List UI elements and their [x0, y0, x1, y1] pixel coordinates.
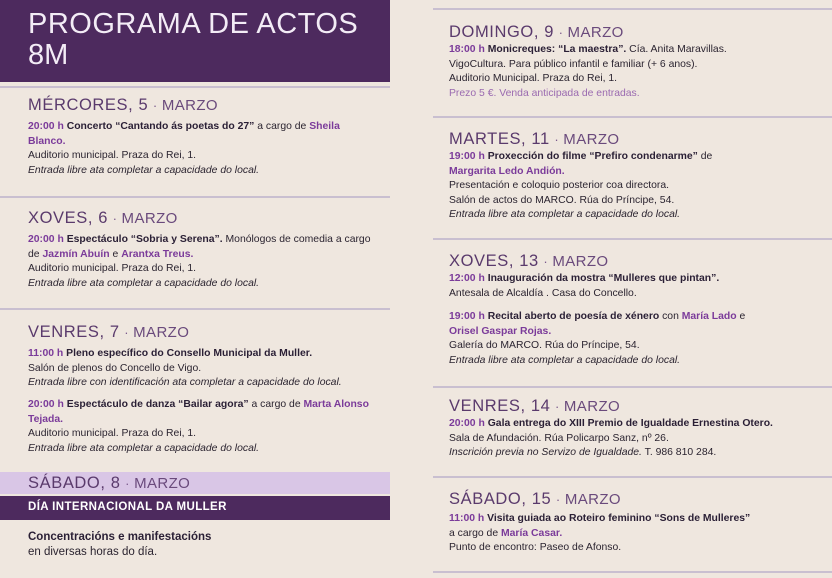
- event-text: Cía. Anita Maravillas.: [626, 44, 727, 55]
- event-place: Sala de Afundación. Rúa Policarpo Sanz, nº 26.: [449, 432, 669, 444]
- event-text: a cargo de: [254, 121, 310, 132]
- event-xoves-mostra: [449, 272, 829, 301]
- divider: [433, 238, 832, 240]
- program-header: [0, 0, 390, 82]
- event-title: Recital aberto de poesía de xénero: [487, 311, 660, 322]
- event-text: a cargo de: [248, 399, 304, 410]
- month-name: MARZO: [133, 324, 190, 341]
- event-text: e: [736, 311, 746, 322]
- day-heading-xoves-13: [449, 252, 608, 271]
- divider: [433, 571, 832, 573]
- event-note: Entrada libre ata completar a capacidade do local.: [28, 164, 260, 176]
- event-time: 11:00 h: [28, 348, 64, 359]
- event-note: Entrada libre ata completar a capacidade do local.: [449, 209, 681, 220]
- divider: [0, 86, 390, 88]
- event-phone: T. 986 810 284.: [641, 447, 717, 458]
- event-text: e: [109, 248, 122, 260]
- event-venres-gala: [449, 417, 829, 461]
- day-name: DOMINGO, 9: [449, 23, 555, 41]
- event-person: Orisel Gaspar Rojas.: [449, 325, 552, 337]
- event-title: Pleno específico do Consello Municipal da Muller.: [66, 348, 313, 359]
- event-person: Marta Alonso Tejada.: [28, 399, 369, 425]
- event-title: Gala entrega do XIII Premio de Igualdade Ernestina Otero.: [487, 418, 773, 429]
- event-domingo-monicreques: [449, 43, 829, 101]
- event-place: Punto de encontro: Paseo de Afonso.: [449, 542, 622, 553]
- event-text: de: [697, 151, 713, 162]
- event-title: Espectáculo de danza “Bailar agora”: [66, 399, 249, 410]
- event-text: a cargo de: [449, 527, 501, 539]
- page-subtitle: 8M: [28, 39, 69, 71]
- event-time: 20:00 h: [28, 399, 64, 410]
- event-person: Sheila Blanco.: [28, 121, 340, 147]
- event-title: Inauguración da mostra “Mulleres que pintan”.: [487, 273, 720, 284]
- event-time: 18:00 h: [449, 44, 485, 55]
- event-time: 19:00 h: [449, 151, 485, 162]
- month-name: MARZO: [564, 491, 621, 508]
- event-text: Presentación e coloquio posterior coa directora.: [449, 180, 670, 191]
- event-venres-pleno: [28, 347, 378, 391]
- event-martes-filme: [449, 150, 829, 223]
- day-name: XOVES, 6: [28, 209, 109, 227]
- day-heading-xoves-6: [28, 209, 178, 228]
- event-time: 12:00 h: [449, 273, 485, 284]
- womens-day-banner: [0, 496, 390, 520]
- event-note: Entrada libre ata completar a capacidade do local.: [449, 354, 681, 366]
- month-name: MARZO: [161, 97, 218, 114]
- event-title: Monicreques: “La maestra”.: [487, 44, 627, 55]
- day-name: XOVES, 13: [449, 252, 539, 270]
- day-name: SÁBADO, 8: [28, 474, 121, 492]
- event-place: Auditorio Municipal. Praza do Rei, 1.: [449, 73, 618, 84]
- event-note: Entrada libre con identificación ata completar a capacidade do local.: [28, 377, 342, 388]
- divider: [433, 386, 832, 388]
- separator-dot: ·: [152, 98, 158, 113]
- separator-dot: ·: [555, 492, 561, 507]
- day-heading-venres-14: [449, 397, 620, 416]
- event-person: Jazmín Abuín: [42, 248, 110, 260]
- event-person: Margarita Ledo Andión.: [449, 165, 565, 177]
- event-text: con: [659, 311, 682, 322]
- divider: [433, 116, 832, 118]
- day-heading-venres-7: [28, 323, 189, 342]
- month-name: MARZO: [563, 398, 621, 415]
- event-title: Concentracións e manifestacións: [28, 531, 212, 543]
- divider: [0, 196, 390, 198]
- day-name: VENRES, 7: [28, 323, 120, 341]
- event-place: Antesala de Alcaldía . Casa do Concello.: [449, 287, 637, 299]
- day-heading-sabado-8-band: [0, 472, 390, 494]
- event-place: Auditorio municipal. Praza do Rei, 1.: [28, 150, 197, 161]
- event-time: 20:00 h: [28, 234, 64, 245]
- event-title: Espectáculo “Sobria y Serena”.: [66, 234, 223, 245]
- event-time: 20:00 h: [449, 418, 485, 429]
- event-text: en diversas horas do día.: [28, 546, 158, 558]
- page-title: PROGRAMA DE ACTOS: [28, 8, 359, 40]
- month-name: MARZO: [134, 475, 191, 492]
- separator-dot: ·: [554, 132, 559, 147]
- event-note: Inscrición previa no Servizo de Igualdade.: [449, 447, 642, 458]
- event-concentracions: [28, 530, 378, 560]
- separator-dot: ·: [124, 325, 129, 340]
- event-title: Proxección do filme “Prefiro condenarme”: [487, 151, 698, 162]
- separator-dot: ·: [554, 399, 560, 414]
- day-heading-martes-11: [449, 130, 619, 149]
- month-name: MARZO: [563, 131, 620, 148]
- event-place: Auditorio municipal. Praza do Rei, 1.: [28, 263, 197, 274]
- event-place: Galería do MARCO. Rúa do Príncipe, 54.: [449, 340, 640, 351]
- event-text: Monólogos de comedia a cargo de: [28, 234, 371, 260]
- month-name: MARZO: [121, 210, 178, 227]
- event-place: Auditorio municipal. Praza do Rei, 1.: [28, 428, 197, 439]
- day-name: VENRES, 14: [449, 397, 551, 415]
- day-name: SÁBADO, 15: [449, 490, 552, 508]
- separator-dot: ·: [543, 254, 548, 269]
- event-place: Salón de plenos do Concello de Vigo.: [28, 362, 202, 374]
- event-venres-danza: [28, 398, 378, 456]
- month-name: MARZO: [552, 253, 609, 270]
- event-title: Visita guiada ao Roteiro feminino “Sons de Mulleres”: [487, 513, 751, 524]
- event-price: Prezo 5 €. Venda anticipada de entradas.: [449, 87, 640, 99]
- divider: [433, 476, 832, 478]
- event-sabado-visita: [449, 512, 829, 556]
- event-person: María Casar.: [501, 527, 563, 539]
- day-name: MÉRCORES, 5: [28, 96, 149, 114]
- separator-dot: ·: [125, 476, 130, 491]
- event-title: Concerto “Cantando ás poetas do 27”: [66, 121, 255, 132]
- event-time: 20:00 h: [28, 121, 64, 132]
- event-time: 19:00 h: [449, 311, 485, 322]
- event-xoves-comedy: [28, 233, 378, 291]
- event-place: Salón de actos do MARCO. Rúa do Príncipe, 54.: [449, 194, 675, 206]
- event-note: Entrada libre ata completar a capacidade do local.: [28, 442, 260, 454]
- event-xoves-recital: [449, 310, 829, 368]
- day-heading-domingo-9: [449, 23, 624, 42]
- right-column: [433, 0, 832, 578]
- divider: [0, 308, 390, 310]
- event-text: VigoCultura. Para público infantil e familiar (+ 6 anos).: [449, 58, 698, 70]
- event-note: Entrada libre ata completar a capacidade do local.: [28, 277, 260, 289]
- divider: [433, 8, 832, 10]
- separator-dot: ·: [112, 211, 117, 226]
- day-heading-mercores: [28, 96, 218, 115]
- event-mercores-concert: [28, 120, 378, 178]
- day-name: MARTES, 11: [449, 130, 550, 148]
- banner-text: DÍA INTERNACIONAL DA MULLER: [28, 501, 227, 513]
- event-person: Arantxa Treus.: [121, 248, 194, 260]
- separator-dot: ·: [558, 25, 563, 40]
- event-person: María Lado: [681, 311, 737, 322]
- day-heading-sabado-8: [28, 474, 190, 493]
- day-heading-sabado-15: [449, 490, 621, 509]
- event-time: 11:00 h: [449, 513, 485, 524]
- month-name: MARZO: [567, 24, 624, 41]
